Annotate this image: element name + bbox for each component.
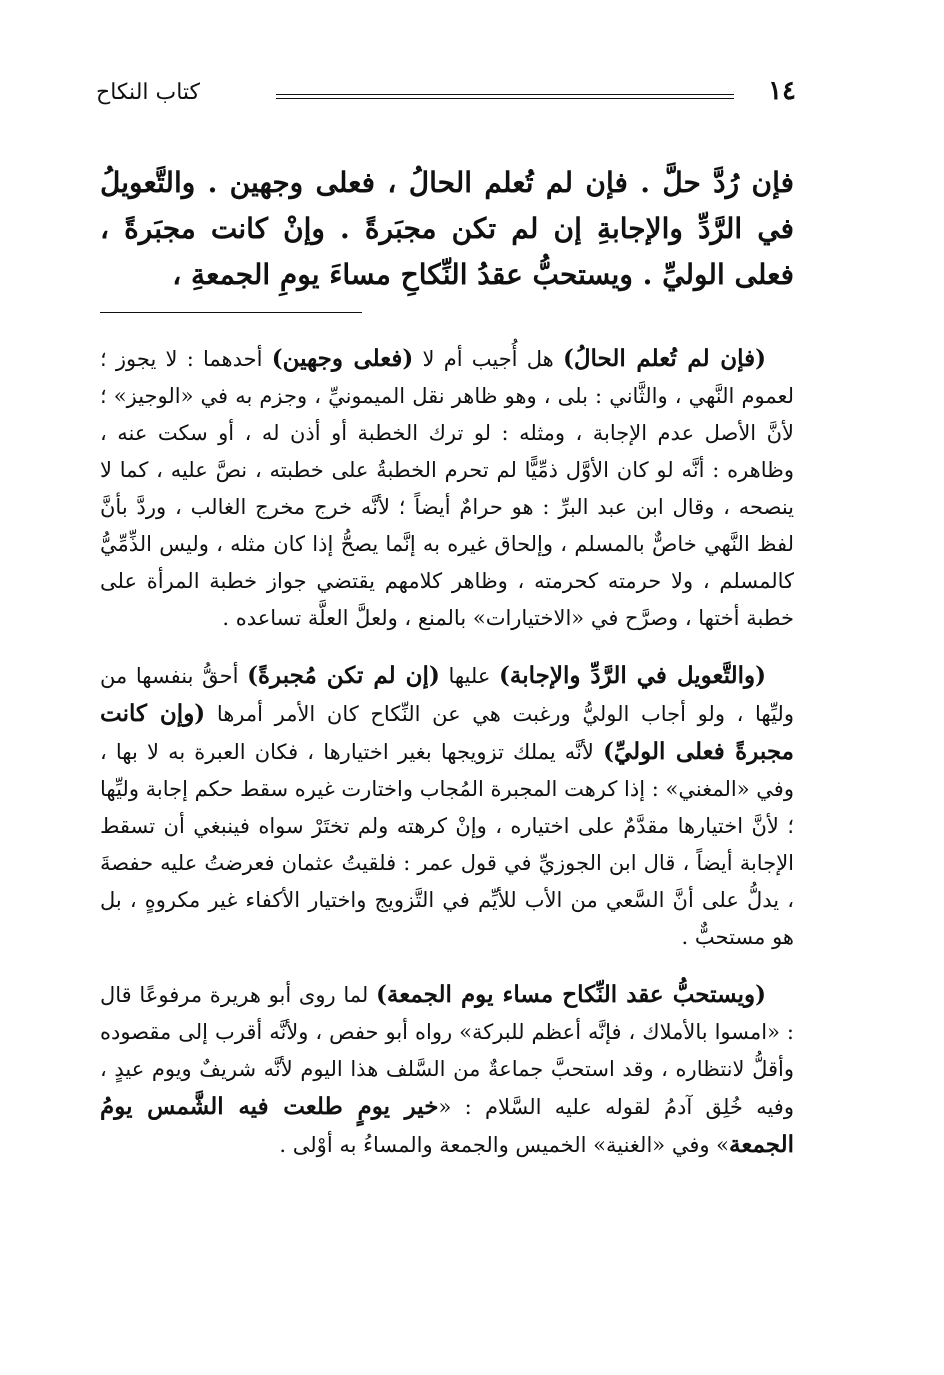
commentary-text: » وفي «الغنية» الخميس والجمعة والمساءُ به أوْلى . [279,1133,730,1157]
commentary-text: هل أُجيب أم لا [413,347,563,371]
commentary-text: أحدهما : لا يجوز ؛ لعموم النَّهي ، والثَّاني : بلى ، وهو ظاهر نقل الميمونيِّ ، وجزم به في «الوجيز» ؛ لأنَّ الأصل عدم الإجابة ، ومثله : لو ترك الخطبة أو أذن له ، أو سكت عنه ، وظاهره : أنَّه لو كان الأوَّل ذمِّيًّا لم تحرم الخطبةُ على خطبته ، نصَّ عليه ، كما لا ينصحه ، وقال ابن عبد البرِّ : هو حرامٌ أيضاً ؛ لأنَّه خرج مخرج الغالب ، وردَّ بأنَّ لفظ النَّهي خاصٌّ بالمسلم ، وإلحاق غيره به إنَّما يصحُّ إذا كان مثله ، وليس الذِّمِّيُّ كالمسلم ، ولا حرمته كحرمته ، وظاهر كلامهم يقتضي جواز خطبة المرأة على خطبة أختها ، وصرَّح في «الاختيارات» بالمنع ، ولعلَّ العلَّة تساعده . [100,347,794,630]
commentary-paragraph-2 [100,657,794,956]
matn-divider [100,312,362,313]
matn-quote: (فعلى وجهين) [271,345,414,372]
book-title: كتاب النكاح [96,80,201,105]
commentary-paragraph-3 [100,976,794,1164]
commentary-text: لما روى أبو هريرة مرفوعًا قال : «امسوا بالأملاك ، فإنَّه أعظم للبركة» رواه أبو حفص ، ولأنَّه أقرب إلى مقصوده وأقلُّ لانتظاره ، وقد استحبَّ جماعةٌ من السَّلف هذا اليوم لأنَّه شريفٌ ويوم عيدٍ ، وفيه خُلِق آدمُ لقوله عليه السَّلام : « [100,983,794,1119]
commentary-text: عليها [439,664,499,688]
header-rule [276,94,734,99]
matn-quote: (فإن لم تُعلم الحالُ) [562,345,766,372]
matn-quote: (والتَّعويل في الرَّدِّ والإجابة) [499,662,766,689]
hadith-quote: خير يومٍ طلعت فيه الشَّمس يومُ الجمعة [100,1093,794,1158]
commentary-text: أحقُّ بنفسها من وليِّها ، ولو أجاب الوليُّ ورغبت هي عن النِّكاح كان الأمر أمرها [100,664,794,726]
page-number: ١٤ [768,76,796,106]
commentary-text: لأنَّه يملك تزويجها بغير اختيارها ، فكان العبرة به لا بها ، وفي «المغني» : إذا كرهت المجبرة المُجاب واختارت غيره سقط حكم إجابة وليِّها ؛ لأنَّ اختيارها مقدَّمٌ على اختياره ، وإنْ كرهته ولم تختَرْ سواه فينبغي أن تسقط الإجابة أيضاً ، قال ابن الجوزيِّ في قول عمر : فلقيتُ عثمان فعرضتُ عليه حفصةَ ، يدلُّ على أنَّ السَّعي من الأب للأيِّم في التَّزويج واختيار الأكفاء غير مكروهٍ ، بل هو مستحبٌّ . [100,740,794,949]
matn-quote: (وإن كانت مجبرةً فعلى الوليِّ) [100,700,794,765]
page-header [96,72,794,112]
commentary-paragraph-1 [100,340,794,637]
matn-quote: (ويستحبُّ عقد النِّكاح مساء يوم الجمعة) [376,981,766,1008]
matn-text: فإن رُدَّ حلَّ . فإن لم تُعلم الحالُ ، فعلى وجهين . والتَّعويلُ في الرَّدِّ والإجابةِ إن لم تكن مجبَرةً . وإنْ كانت مجبَرةً ، فعلى الوليِّ . ويستحبُّ عقدُ النِّكاحِ مساءَ يومِ الجمعةِ ، [100,166,794,291]
commentary [100,340,794,1184]
matn-quote: (إن لم تكن مُجبرةً) [247,662,440,689]
